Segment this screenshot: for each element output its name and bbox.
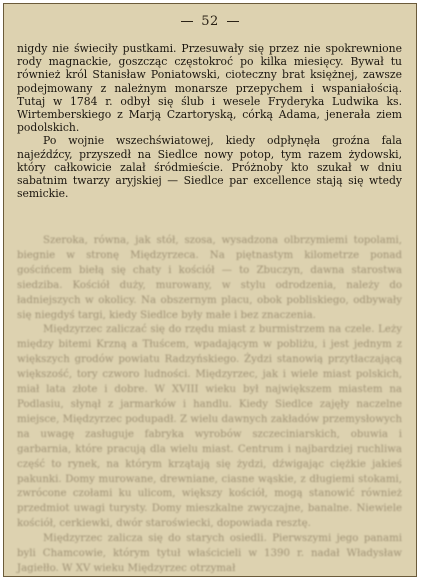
paragraph-2: Po wojnie wszechświatowej, kiedy odpłynęła groźna fala najeźdźcy, przyszedł na Siedlce nowy potop, tym razem żydowski, który całkowicie zalał śródmieście. Próżnoby kto szukał w dniu sabatnim twarzy aryjskiej — Siedlce par excellence stają się wtedy semickie. [17,134,402,201]
page-number: 52 [201,14,219,29]
page-header [4,14,416,29]
faded-paragraph-3: Międzyrzec zalicza się do starych osiedli. Pierwszymi jego panami byli Chamcowie, którym tytuł właścicieli w 1390 r. nadał Władysław Jagiełło. W XV wieku Międzyrzec otrzymał [17,533,402,574]
faded-paragraph-1: Szeroka, równa, jak stół, szosa, wysadzona olbrzymiemi topolami, biegnie w stronę Międzyrzeca. Na piętnastym kilometrze ponad gościńcem biełą się chaty i kościół — to Zbuczyn, dawna starostwa siedziba. Kościół duży, murowany, w stylu odrodzenia, należy do ładniejszych w okolicy. Na obszernym placu, obok pobliskiego, odbywały się niegdyś targi, kiedy Siedlce były małe i bez znaczenia. [17,235,402,321]
paragraph-1: nigdy nie świeciły pustkami. Przesuwały się przez nie spokrewnione rody magnackie, goszcząc częstokroć po kilka miesięcy. Bywał tu również król Stanisław Poniatowski, cioteczny brat księżnej, zawsze podejmowany z należnym monarsze przepychem i wspaniałością. Tutaj w 1784 r. odbył się ślub i wesele Fryderyka Ludwika ks. Wirtemberskiego z Marją Czartoryską, córką Adama, jenerała ziem podolskich. [17,42,402,135]
body-text [17,42,402,200]
faded-bleed-through-text [17,234,402,574]
header-dash-left [181,21,193,22]
faded-paragraph-2: Międzyrzec zaliczać się do rzędu miast z burmistrzem na czele. Leży między bitemi Krzną a Tłuścem, wpadającym w pobliżu, i jest jednym z większych grodów powiatu Radzyńskiego. Żydzi stanowią przytłaczającą większość, tory czworo ludności. Międzyrzec, jak i wiele miast polskich, miał lata złote i dobre. W XVIII wieku był największem miastem na Podlasiu, słynął z jarmarków i handlu. Kiedy Siedlce zajęły naczelne miejsce, Międzyrzec podupadł. Z wielu dawnych zakładów przemysłowych na uwagę zasługuje fabryka wyrobów szczeciniarskich, obuwia i garbarnia, które pracują dla wielu miast. Centrum i najbardziej ruchliwa część to rynek, na którym krzątają się żydzi, dźwigając ciężkie jakieś pakunki. Domy murowane, drewniane, ciasne wąskie, z długiemi stokami, zwrócone czołami ku ulicom, większy kościół, mogą stanowić również przedmiot uwagi turysty. Domy mieszkalne zwyczajne, banalne. Niewiele kościół, cerkiewki, dwór staroświecki, dopowiada resztę. [17,324,402,530]
book-page [3,3,417,577]
header-dash-right [227,21,239,22]
